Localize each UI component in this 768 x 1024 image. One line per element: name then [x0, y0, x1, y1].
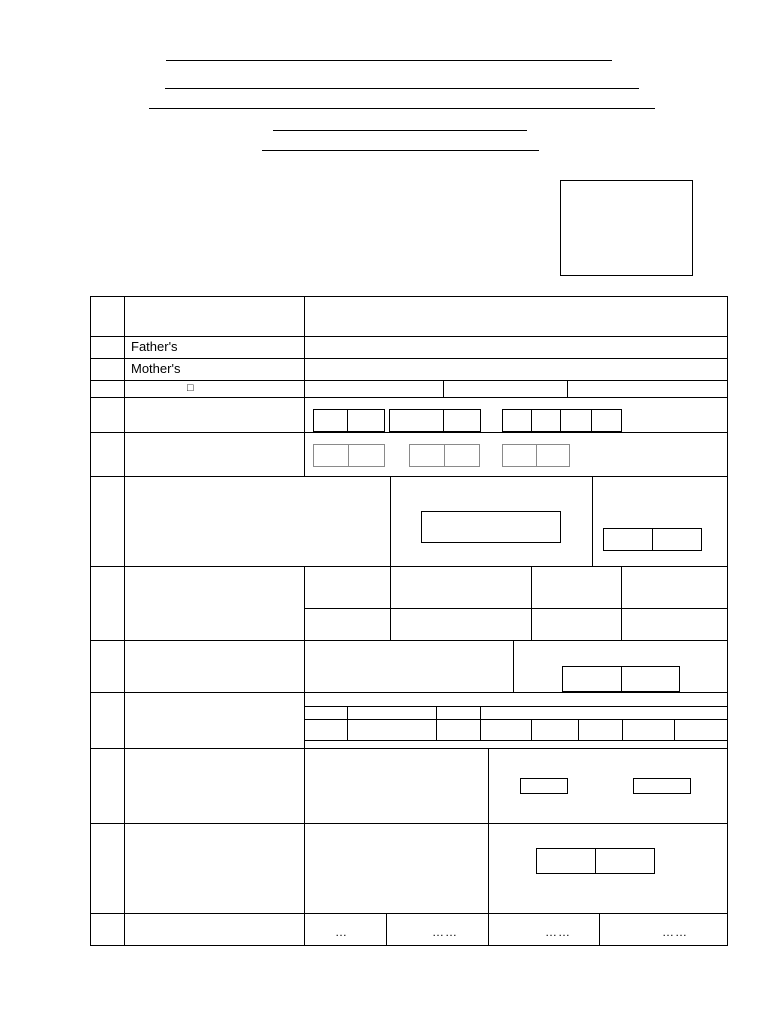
small-input-box[interactable] — [633, 778, 691, 794]
row10-split — [436, 706, 437, 740]
row7-split — [592, 476, 593, 566]
row10-inner-divider — [304, 719, 728, 720]
header-line-5 — [262, 150, 539, 151]
grey-digit-box[interactable] — [313, 444, 349, 467]
row-divider — [90, 432, 728, 433]
digit-box[interactable] — [591, 409, 622, 432]
header-line-1 — [166, 60, 612, 61]
label-column-divider-a — [304, 296, 305, 476]
grey-digit-box[interactable] — [502, 444, 537, 467]
row-divider — [90, 640, 728, 641]
row4-split — [567, 380, 568, 397]
digit-box[interactable] — [313, 409, 348, 432]
small-input-box[interactable] — [595, 848, 655, 874]
header-line-2 — [165, 88, 639, 89]
last-row-split — [599, 913, 600, 946]
mothers-name-label: Mother's — [131, 361, 181, 376]
row-divider — [90, 476, 728, 477]
fathers-name-label: Father's — [131, 339, 178, 354]
digit-box[interactable] — [560, 409, 592, 432]
row4-glyph: □ — [187, 382, 194, 394]
row7-split — [390, 476, 391, 566]
row-divider — [90, 358, 728, 359]
row-divider — [90, 336, 728, 337]
row10-split — [480, 706, 481, 740]
row8-inner-divider — [304, 608, 728, 609]
last-row-dots: … — [335, 925, 348, 939]
small-input-box[interactable] — [621, 666, 680, 692]
last-row-dots: …… — [432, 925, 458, 939]
row8-split — [390, 566, 391, 640]
row-divider — [90, 748, 728, 749]
row-divider — [90, 692, 728, 693]
last-row-dots: …… — [545, 925, 571, 939]
row10-split — [531, 719, 532, 740]
small-input-box[interactable] — [536, 848, 596, 874]
header-line-4 — [273, 130, 527, 131]
row10-split — [674, 719, 675, 740]
grey-digit-box[interactable] — [348, 444, 385, 467]
small-input-box[interactable] — [562, 666, 622, 692]
digit-box[interactable] — [389, 409, 444, 432]
serial-column-divider — [124, 296, 125, 946]
row8-split — [531, 566, 532, 640]
grey-digit-box[interactable] — [536, 444, 570, 467]
digit-box[interactable] — [502, 409, 532, 432]
row9-split — [513, 640, 514, 692]
row11-split — [488, 748, 489, 946]
row-divider — [90, 380, 728, 381]
label-column-divider-b — [304, 566, 305, 946]
header-line-3 — [149, 108, 655, 109]
grey-digit-box[interactable] — [409, 444, 445, 467]
row-divider — [90, 566, 728, 567]
small-input-box[interactable] — [652, 528, 702, 551]
row10-inner-divider — [304, 706, 728, 707]
small-input-box[interactable] — [603, 528, 653, 551]
row10-inner-divider — [304, 740, 728, 741]
last-row-split — [386, 913, 387, 946]
digit-box[interactable] — [347, 409, 385, 432]
row10-split — [347, 706, 348, 740]
wide-input-box[interactable] — [421, 511, 561, 543]
small-input-box[interactable] — [520, 778, 568, 794]
photo-box[interactable] — [560, 180, 693, 276]
digit-box[interactable] — [531, 409, 561, 432]
row4-split — [443, 380, 444, 397]
row10-split — [622, 719, 623, 740]
row-divider — [90, 913, 728, 914]
row10-split — [578, 719, 579, 740]
row8-split — [621, 566, 622, 640]
grey-digit-box[interactable] — [444, 444, 480, 467]
row-divider — [90, 823, 728, 824]
row-divider — [90, 397, 728, 398]
digit-box[interactable] — [443, 409, 481, 432]
last-row-dots: …… — [662, 925, 688, 939]
